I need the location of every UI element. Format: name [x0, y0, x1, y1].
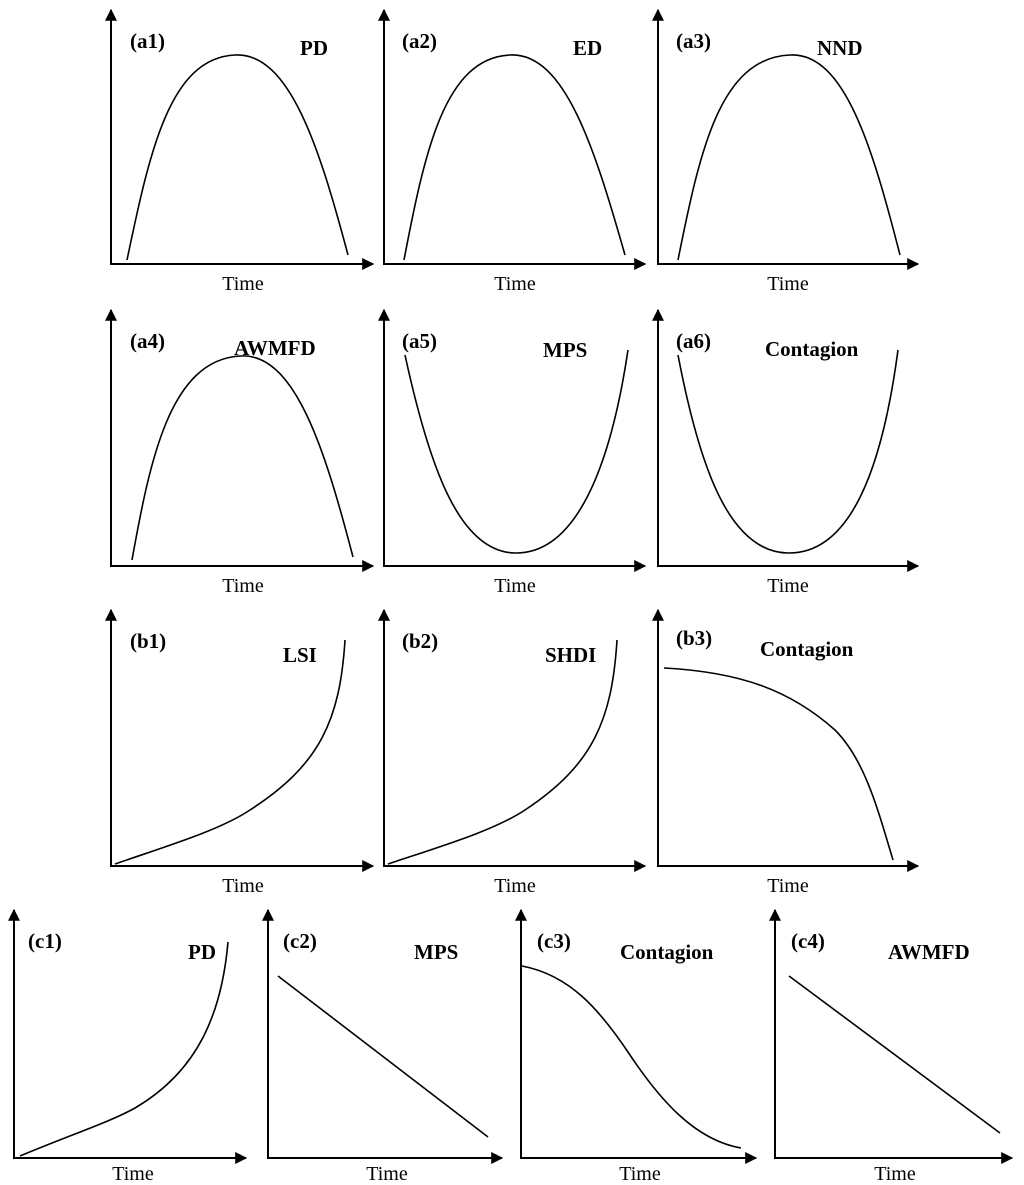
- metric-label: Contagion: [765, 337, 859, 361]
- metric-label: ED: [573, 36, 603, 60]
- panel-a2: [384, 10, 645, 295]
- panel-id: (a4): [130, 329, 165, 353]
- panel-id: (b2): [402, 629, 439, 653]
- x-axis-label: Time: [222, 273, 264, 295]
- curve: [404, 55, 625, 260]
- panel-id: (c2): [283, 929, 317, 953]
- curve: [522, 966, 741, 1148]
- panel-a1: [111, 10, 373, 295]
- panel-b2: [384, 610, 645, 897]
- panel-id: (c4): [791, 929, 825, 953]
- curve: [405, 350, 628, 553]
- x-axis-label: Time: [767, 575, 809, 597]
- curve: [388, 640, 617, 864]
- panel-id: (b3): [676, 626, 713, 650]
- x-axis-label: Time: [222, 575, 264, 597]
- curve: [789, 976, 1000, 1133]
- panel-id: (a2): [402, 29, 437, 53]
- panel-c3: [521, 910, 756, 1185]
- panel-id: (a5): [402, 329, 437, 353]
- curve: [278, 976, 488, 1137]
- metric-label: PD: [188, 940, 216, 964]
- metric-label: Contagion: [620, 940, 714, 964]
- metric-label: MPS: [414, 940, 459, 964]
- panel-id: (a6): [676, 329, 711, 353]
- x-axis-label: Time: [494, 273, 536, 295]
- curve: [664, 668, 893, 860]
- metric-label: PD: [300, 36, 328, 60]
- x-axis-label: Time: [112, 1163, 154, 1185]
- panel-id: (b1): [130, 629, 167, 653]
- panel-a5: [384, 310, 645, 597]
- panel-a4: [111, 310, 373, 597]
- x-axis-label: Time: [366, 1163, 408, 1185]
- panel-c4: [775, 910, 1012, 1185]
- metric-label: LSI: [283, 643, 317, 667]
- metric-label: MPS: [543, 338, 588, 362]
- curve: [20, 942, 228, 1156]
- panel-c1: [14, 910, 246, 1185]
- curve: [132, 356, 353, 560]
- curve: [678, 350, 898, 553]
- panel-id: (a1): [130, 29, 165, 53]
- metric-label: SHDI: [545, 643, 597, 667]
- panel-a6: [658, 310, 918, 597]
- metric-label: AWMFD: [234, 336, 316, 360]
- metric-label: Contagion: [760, 637, 854, 661]
- curve: [127, 55, 348, 260]
- curve: [678, 55, 900, 260]
- panel-b1: [111, 610, 373, 897]
- x-axis-label: Time: [494, 875, 536, 897]
- panel-id: (a3): [676, 29, 711, 53]
- panel-c2: [268, 910, 502, 1185]
- x-axis-label: Time: [767, 875, 809, 897]
- panel-b3: [658, 610, 918, 897]
- panel-id: (c3): [537, 929, 571, 953]
- x-axis-label: Time: [619, 1163, 661, 1185]
- panel-id: (c1): [28, 929, 62, 953]
- panel-a3: [658, 10, 918, 295]
- x-axis-label: Time: [494, 575, 536, 597]
- metric-label: NND: [817, 36, 863, 60]
- x-axis-label: Time: [222, 875, 264, 897]
- curve: [115, 640, 345, 864]
- x-axis-label: Time: [767, 273, 809, 295]
- x-axis-label: Time: [874, 1163, 916, 1185]
- metric-label: AWMFD: [888, 940, 970, 964]
